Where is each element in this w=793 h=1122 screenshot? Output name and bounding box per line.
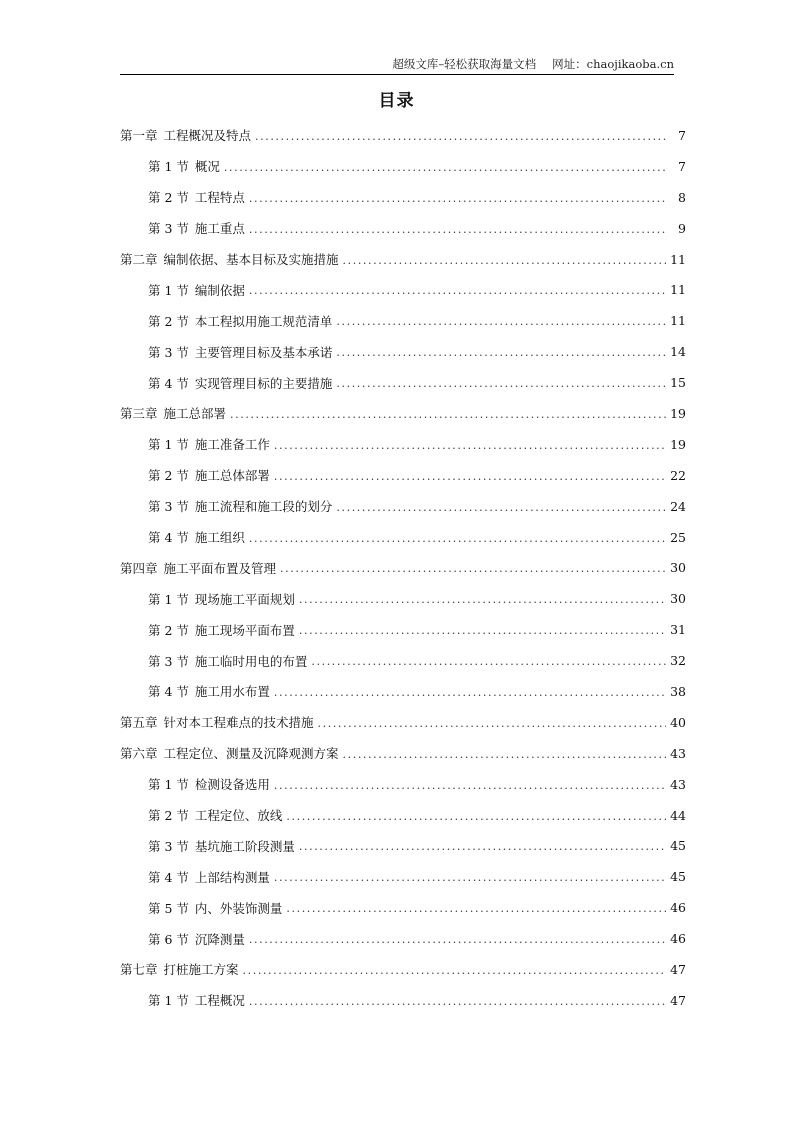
toc-dot-leader <box>249 284 666 297</box>
toc-section-entry[interactable] <box>120 213 686 244</box>
toc-dot-leader <box>343 748 667 761</box>
toc-chapter-entry[interactable] <box>120 244 686 275</box>
toc-entry-title: 编制依据 <box>194 282 245 298</box>
toc-page-number: 11 <box>670 251 686 267</box>
header-divider <box>120 74 674 75</box>
toc-dot-leader <box>299 593 666 606</box>
toc-dot-leader <box>249 995 666 1008</box>
toc-entry-number: 第 2 节 <box>148 313 189 329</box>
toc-chapter-entry[interactable] <box>120 120 686 151</box>
toc-page-number: 46 <box>670 900 686 916</box>
toc-section-entry[interactable] <box>120 305 686 336</box>
toc-entry-title: 施工现场平面布置 <box>194 622 295 638</box>
toc-entry-title: 施工用水布置 <box>194 684 270 700</box>
toc-dot-leader <box>249 192 668 205</box>
toc-dot-leader <box>299 840 666 853</box>
toc-entry-number: 第 1 节 <box>148 993 189 1009</box>
toc-section-entry[interactable] <box>120 460 686 491</box>
toc-entry-number: 第 2 节 <box>148 622 189 638</box>
toc-section-entry[interactable] <box>120 830 686 861</box>
toc-dot-leader <box>230 408 666 421</box>
toc-chapter-entry[interactable] <box>120 738 686 769</box>
toc-page-number: 14 <box>670 344 686 360</box>
toc-entry-number: 第 1 节 <box>148 437 189 453</box>
toc-dot-leader <box>311 655 666 668</box>
toc-entry-number: 第 4 节 <box>148 375 189 391</box>
table-of-contents <box>120 120 686 1016</box>
toc-entry-title: 检测设备选用 <box>194 777 270 793</box>
toc-entry-number: 第 6 节 <box>148 931 189 947</box>
toc-page-number: 47 <box>670 992 686 1008</box>
toc-page-number: 8 <box>678 189 686 205</box>
toc-section-entry[interactable] <box>120 923 686 954</box>
toc-page-number: 45 <box>670 838 686 854</box>
toc-page-number: 7 <box>678 127 686 143</box>
toc-entry-number: 第 1 节 <box>148 777 189 793</box>
toc-section-entry[interactable] <box>120 892 686 923</box>
toc-section-entry[interactable] <box>120 861 686 892</box>
toc-section-entry[interactable] <box>120 614 686 645</box>
toc-dot-leader <box>249 532 666 545</box>
toc-dot-leader <box>299 624 666 637</box>
toc-chapter-entry[interactable] <box>120 954 686 985</box>
toc-page-number: 15 <box>670 375 686 391</box>
toc-dot-leader <box>336 501 666 514</box>
toc-entry-title: 工程定位、放线 <box>194 808 283 824</box>
toc-entry-number: 第七章 <box>120 962 158 978</box>
toc-section-entry[interactable] <box>120 336 686 367</box>
toc-dot-leader <box>274 439 666 452</box>
toc-page-number: 7 <box>678 158 686 174</box>
toc-dot-leader <box>286 810 666 823</box>
toc-entry-number: 第二章 <box>120 252 158 267</box>
toc-section-entry[interactable] <box>120 769 686 800</box>
toc-dot-leader <box>280 562 666 575</box>
toc-entry-number: 第 5 节 <box>148 900 189 916</box>
toc-page-number: 19 <box>670 405 686 421</box>
toc-entry-title: 工程特点 <box>194 190 245 206</box>
toc-entry-number: 第 4 节 <box>148 869 189 885</box>
toc-entry-title: 针对本工程难点的技术措施 <box>163 715 314 731</box>
toc-page-number: 30 <box>670 560 686 576</box>
toc-entry-title: 本工程拟用施工规范清单 <box>194 313 333 329</box>
toc-section-entry[interactable] <box>120 800 686 831</box>
toc-entry-number: 第 1 节 <box>148 282 189 298</box>
toc-entry-number: 第 3 节 <box>148 344 189 360</box>
toc-page-number: 30 <box>670 591 686 607</box>
toc-entry-title: 编制依据、基本目标及实施措施 <box>163 252 339 267</box>
toc-entry-number: 第六章 <box>120 746 158 762</box>
toc-page-number: 47 <box>670 961 686 977</box>
toc-section-entry[interactable] <box>120 151 686 182</box>
toc-dot-leader <box>343 254 667 267</box>
toc-section-entry[interactable] <box>120 676 686 707</box>
toc-entry-title: 主要管理目标及基本承诺 <box>194 344 333 360</box>
header-site-text: 超级文库–轻松获取海量文档 <box>392 57 537 71</box>
toc-page-number: 46 <box>670 931 686 947</box>
toc-entry-number: 第五章 <box>120 715 158 731</box>
toc-dot-leader <box>249 933 666 946</box>
page-header <box>120 56 674 74</box>
toc-entry-title: 工程定位、测量及沉降观测方案 <box>163 746 339 762</box>
toc-entry-number: 第 3 节 <box>148 653 189 669</box>
toc-page-number: 31 <box>670 622 686 638</box>
toc-section-entry[interactable] <box>120 522 686 553</box>
toc-dot-leader <box>336 377 666 390</box>
toc-entry-title: 施工流程和施工段的划分 <box>194 499 333 515</box>
toc-entry-number: 第 4 节 <box>148 684 189 700</box>
toc-entry-title: 现场施工平面规划 <box>194 591 295 607</box>
toc-entry-number: 第 3 节 <box>148 838 189 854</box>
toc-dot-leader <box>249 223 668 236</box>
toc-entry-title: 沉降测量 <box>194 931 245 947</box>
toc-dot-leader <box>318 717 667 730</box>
toc-section-entry[interactable] <box>120 583 686 614</box>
toc-dot-leader <box>243 964 667 977</box>
toc-page-number: 25 <box>670 529 686 545</box>
toc-dot-leader <box>286 902 666 915</box>
toc-entry-number: 第三章 <box>120 406 158 422</box>
toc-page-number: 43 <box>670 745 686 761</box>
toc-section-entry[interactable] <box>120 491 686 522</box>
toc-dot-leader <box>274 686 666 699</box>
toc-entry-title: 实现管理目标的主要措施 <box>194 375 333 391</box>
toc-entry-title: 施工组织 <box>194 530 245 546</box>
toc-page-number: 19 <box>670 436 686 452</box>
toc-page-number: 11 <box>670 313 686 329</box>
toc-entry-title: 施工准备工作 <box>194 437 270 453</box>
toc-section-entry[interactable] <box>120 367 686 398</box>
toc-section-entry[interactable] <box>120 274 686 305</box>
toc-entry-title: 内、外装饰测量 <box>194 900 283 916</box>
toc-page-number: 32 <box>670 653 686 669</box>
toc-dot-leader <box>274 871 666 884</box>
toc-entry-title: 施工临时用电的布置 <box>194 653 308 669</box>
toc-entry-title: 工程概况 <box>194 993 245 1009</box>
toc-chapter-entry[interactable] <box>120 398 686 429</box>
toc-entry-number: 第 2 节 <box>148 190 189 206</box>
toc-dot-leader <box>224 161 668 174</box>
toc-entry-number: 第 3 节 <box>148 221 189 237</box>
toc-entry-title: 施工总部署 <box>163 406 227 422</box>
toc-section-entry[interactable] <box>120 985 686 1016</box>
toc-page-number: 43 <box>670 776 686 792</box>
toc-dot-leader <box>274 779 666 792</box>
toc-section-entry[interactable] <box>120 429 686 460</box>
toc-page-number: 9 <box>678 220 686 236</box>
toc-chapter-entry[interactable] <box>120 552 686 583</box>
toc-chapter-entry[interactable] <box>120 707 686 738</box>
toc-entry-number: 第 3 节 <box>148 499 189 515</box>
toc-dot-leader <box>255 130 668 143</box>
toc-entry-number: 第 1 节 <box>148 591 189 607</box>
toc-page-number: 40 <box>670 714 686 730</box>
header-url-link[interactable]: 网址：chaojikaoba.cn <box>552 57 674 71</box>
toc-entry-number: 第 1 节 <box>148 159 189 175</box>
toc-entry-title: 施工重点 <box>194 221 245 237</box>
toc-entry-title: 施工总体部署 <box>194 468 270 484</box>
toc-entry-title: 基坑施工阶段测量 <box>194 838 295 854</box>
toc-dot-leader <box>336 346 666 359</box>
toc-entry-number: 第 2 节 <box>148 468 189 484</box>
toc-page-number: 22 <box>670 467 686 483</box>
toc-page-number: 24 <box>670 498 686 514</box>
toc-entry-number: 第 4 节 <box>148 530 189 546</box>
page-title: 目录 <box>378 91 415 111</box>
toc-page-number: 45 <box>670 869 686 885</box>
toc-entry-title: 施工平面布置及管理 <box>163 560 277 576</box>
toc-dot-leader <box>274 470 666 483</box>
toc-entry-title: 上部结构测量 <box>194 869 270 885</box>
toc-entry-number: 第一章 <box>120 128 158 144</box>
toc-entry-title: 打桩施工方案 <box>163 962 239 978</box>
toc-section-entry[interactable] <box>120 182 686 213</box>
toc-entry-number: 第四章 <box>120 560 158 576</box>
toc-section-entry[interactable] <box>120 645 686 676</box>
toc-entry-title: 概况 <box>194 159 220 175</box>
toc-page-number: 44 <box>670 807 686 823</box>
toc-dot-leader <box>336 315 666 328</box>
toc-page-number: 38 <box>670 683 686 699</box>
toc-page-number: 11 <box>670 282 686 298</box>
toc-entry-title: 工程概况及特点 <box>163 128 252 144</box>
toc-entry-number: 第 2 节 <box>148 808 189 824</box>
